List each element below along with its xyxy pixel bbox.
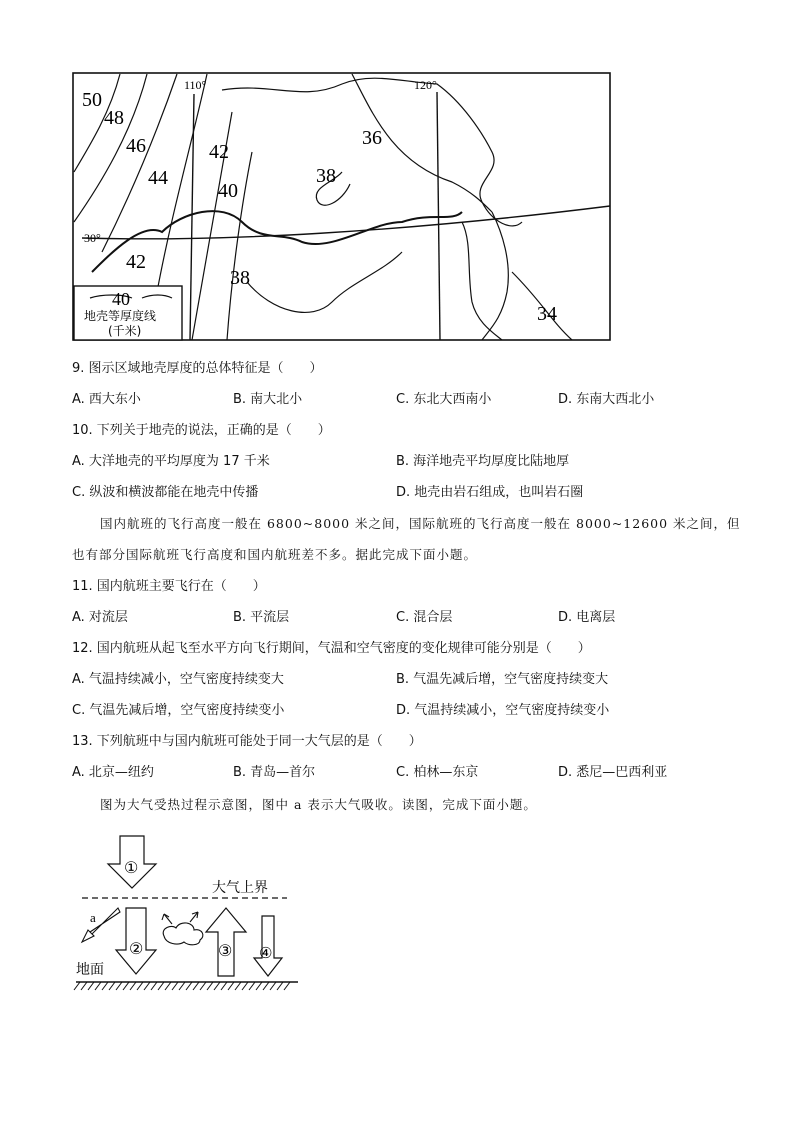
ground-label: 地面: [76, 962, 104, 978]
option-a: A. 北京—纽约: [72, 765, 154, 780]
cloud-icon: [163, 923, 203, 945]
question-stem: 13. 下列航班中与国内航班可能处于同一大气层的是（ ）: [72, 734, 422, 749]
isoline-label: 40: [218, 180, 238, 202]
isoline-label: 42: [126, 251, 146, 273]
legend-unit: (千米): [108, 324, 142, 338]
ground-hatching: [74, 982, 290, 990]
option-d: D. 悉尼—巴西利亚: [558, 765, 668, 780]
isoline-label: 36: [362, 127, 382, 149]
longitude-label: 120°: [414, 78, 437, 92]
arrow-1-label: ①: [124, 860, 139, 877]
option-d: D. 电离层: [558, 610, 616, 625]
option-b: B. 平流层: [233, 610, 290, 625]
latitude-label: 30°: [84, 231, 101, 245]
crust-thickness-map: [72, 72, 612, 342]
question-stem: 12. 国内航班从起飞至水平方向飞行期间，气温和空气密度的变化规律可能分别是（ ）: [72, 641, 591, 656]
option-b: B. 气温先减后增，空气密度持续变大: [396, 672, 609, 687]
option-c: C. 纵波和横波都能在地壳中传播: [72, 485, 259, 500]
option-a: A. 大洋地壳的平均厚度为 17 千米: [72, 454, 270, 469]
question-stem: 9. 图示区域地壳厚度的总体特征是（ ）: [72, 361, 323, 376]
isoline-label: 44: [148, 167, 168, 189]
passage-line: 国内航班的飞行高度一般在 6800~8000 米之间，国际航班的飞行高度一般在 8000~12600 米之间，但: [100, 516, 741, 531]
arrow-a-label: a: [90, 910, 96, 925]
atmosphere-heating-diagram: [72, 832, 302, 997]
isoline-label: 42: [209, 141, 229, 163]
option-c: C. 东北大西南小: [396, 392, 492, 407]
longitude-label: 110°: [184, 78, 207, 92]
arrow-a: [82, 908, 120, 942]
atmosphere-top-label: 大气上界: [212, 880, 268, 896]
option-d: D. 东南大西北小: [558, 392, 655, 407]
option-d: D. 地壳由岩石组成，也叫岩石圈: [396, 485, 584, 500]
isoline-label: 48: [104, 107, 124, 129]
arrow-2-label: ②: [129, 941, 144, 958]
option-a: A. 气温持续减小，空气密度持续变大: [72, 672, 284, 687]
option-a: A. 对流层: [72, 610, 128, 625]
question-stem: 11. 国内航班主要飞行在（ ）: [72, 579, 266, 594]
option-c: C. 气温先减后增，空气密度持续变小: [72, 703, 285, 718]
option-d: D. 气温持续减小，空气密度持续变小: [396, 703, 610, 718]
option-b: B. 南大北小: [233, 392, 303, 407]
isoline-label: 34: [537, 303, 557, 325]
option-b: B. 海洋地壳平均厚度比陆地厚: [396, 454, 570, 469]
isoline-label: 50: [82, 89, 102, 111]
arrow-3: [206, 908, 246, 976]
option-c: C. 混合层: [396, 610, 453, 625]
arrow-3-label: ③: [218, 943, 233, 960]
isoline-label: 38: [316, 165, 336, 187]
option-c: C. 柏林—东京: [396, 765, 479, 780]
option-a: A. 西大东小: [72, 392, 141, 407]
question-stem: 10. 下列关于地壳的说法，正确的是（ ）: [72, 423, 331, 438]
isoline-label: 46: [126, 135, 146, 157]
legend-title: 地壳等厚度线: [84, 309, 157, 323]
legend-isoline-value: 40: [112, 289, 130, 309]
option-b: B. 青岛—首尔: [233, 765, 316, 780]
isoline-label: 38: [230, 267, 250, 289]
passage-line: 图为大气受热过程示意图，图中 a 表示大气吸收。读图，完成下面小题。: [100, 797, 537, 812]
passage-line: 也有部分国际航班飞行高度和国内航班差不多。据此完成下面小题。: [72, 547, 478, 562]
arrow-4-label: ④: [259, 946, 273, 962]
